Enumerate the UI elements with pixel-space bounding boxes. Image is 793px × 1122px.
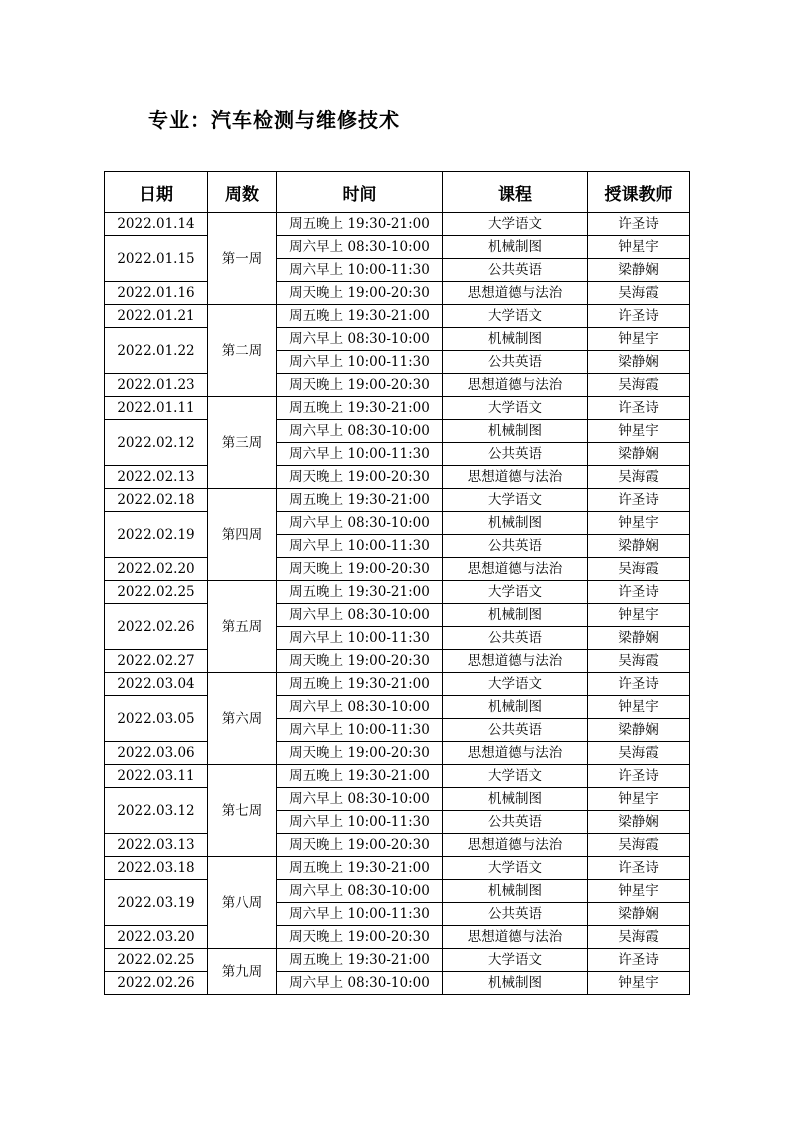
course-cell: 公共英语 <box>443 719 588 742</box>
time-cell: 周六早上 10:00-11:30 <box>277 351 443 374</box>
course-cell: 公共英语 <box>443 811 588 834</box>
week-cell: 第五周 <box>208 581 277 673</box>
week-cell: 第三周 <box>208 397 277 489</box>
course-cell: 思想道德与法治 <box>443 926 588 949</box>
teacher-cell: 梁静娴 <box>588 535 690 558</box>
time-cell: 周五晚上 19:30-21:00 <box>277 857 443 880</box>
course-cell: 大学语文 <box>443 673 588 696</box>
time-cell: 周六早上 10:00-11:30 <box>277 627 443 650</box>
teacher-cell: 许圣诗 <box>588 857 690 880</box>
teacher-cell: 钟星宇 <box>588 328 690 351</box>
course-cell: 大学语文 <box>443 213 588 236</box>
course-cell: 机械制图 <box>443 512 588 535</box>
course-cell: 大学语文 <box>443 397 588 420</box>
week-cell: 第九周 <box>208 949 277 995</box>
column-header-time: 时间 <box>277 172 443 213</box>
time-cell: 周六早上 08:30-10:00 <box>277 972 443 995</box>
teacher-cell: 梁静娴 <box>588 259 690 282</box>
schedule-table <box>104 171 690 995</box>
course-cell: 公共英语 <box>443 443 588 466</box>
week-cell: 第七周 <box>208 765 277 857</box>
course-cell: 大学语文 <box>443 305 588 328</box>
table-row <box>105 742 690 765</box>
date-cell: 2022.02.13 <box>105 466 208 489</box>
time-cell: 周六早上 08:30-10:00 <box>277 236 443 259</box>
table-row <box>105 328 690 351</box>
time-cell: 周六早上 08:30-10:00 <box>277 420 443 443</box>
time-cell: 周五晚上 19:30-21:00 <box>277 581 443 604</box>
teacher-cell: 许圣诗 <box>588 949 690 972</box>
time-cell: 周六早上 08:30-10:00 <box>277 696 443 719</box>
time-cell: 周六早上 10:00-11:30 <box>277 535 443 558</box>
column-header-course: 课程 <box>443 172 588 213</box>
time-cell: 周五晚上 19:30-21:00 <box>277 489 443 512</box>
teacher-cell: 钟星宇 <box>588 696 690 719</box>
teacher-cell: 吴海霞 <box>588 282 690 305</box>
table-row <box>105 305 690 328</box>
time-cell: 周六早上 08:30-10:00 <box>277 880 443 903</box>
teacher-cell: 钟星宇 <box>588 604 690 627</box>
table-row <box>105 282 690 305</box>
table-row <box>105 926 690 949</box>
column-header-teacher: 授课教师 <box>588 172 690 213</box>
course-cell: 机械制图 <box>443 328 588 351</box>
time-cell: 周天晚上 19:00-20:30 <box>277 834 443 857</box>
course-cell: 思想道德与法治 <box>443 558 588 581</box>
course-cell: 机械制图 <box>443 420 588 443</box>
week-cell: 第六周 <box>208 673 277 765</box>
date-cell: 2022.01.11 <box>105 397 208 420</box>
course-cell: 大学语文 <box>443 581 588 604</box>
date-cell: 2022.02.12 <box>105 420 208 466</box>
teacher-cell: 吴海霞 <box>588 834 690 857</box>
table-row <box>105 374 690 397</box>
table-row <box>105 949 690 972</box>
course-cell: 思想道德与法治 <box>443 466 588 489</box>
course-cell: 大学语文 <box>443 949 588 972</box>
table-row <box>105 512 690 535</box>
table-row <box>105 650 690 673</box>
date-cell: 2022.03.11 <box>105 765 208 788</box>
table-row <box>105 489 690 512</box>
time-cell: 周天晚上 19:00-20:30 <box>277 558 443 581</box>
table-row <box>105 236 690 259</box>
table-row <box>105 696 690 719</box>
course-cell: 大学语文 <box>443 489 588 512</box>
table-row <box>105 765 690 788</box>
week-cell: 第八周 <box>208 857 277 949</box>
time-cell: 周六早上 10:00-11:30 <box>277 259 443 282</box>
teacher-cell: 梁静娴 <box>588 627 690 650</box>
teacher-cell: 梁静娴 <box>588 719 690 742</box>
date-cell: 2022.03.06 <box>105 742 208 765</box>
table-row <box>105 558 690 581</box>
date-cell: 2022.02.25 <box>105 949 208 972</box>
time-cell: 周五晚上 19:30-21:00 <box>277 765 443 788</box>
teacher-cell: 吴海霞 <box>588 558 690 581</box>
date-cell: 2022.02.18 <box>105 489 208 512</box>
course-cell: 公共英语 <box>443 903 588 926</box>
time-cell: 周五晚上 19:30-21:00 <box>277 397 443 420</box>
course-cell: 思想道德与法治 <box>443 650 588 673</box>
date-cell: 2022.03.20 <box>105 926 208 949</box>
week-cell: 第二周 <box>208 305 277 397</box>
schedule-body <box>105 213 690 995</box>
teacher-cell: 许圣诗 <box>588 581 690 604</box>
course-cell: 机械制图 <box>443 696 588 719</box>
teacher-cell: 钟星宇 <box>588 880 690 903</box>
date-cell: 2022.03.12 <box>105 788 208 834</box>
date-cell: 2022.01.14 <box>105 213 208 236</box>
table-row <box>105 604 690 627</box>
date-cell: 2022.03.18 <box>105 857 208 880</box>
course-cell: 机械制图 <box>443 604 588 627</box>
table-row <box>105 788 690 811</box>
teacher-cell: 梁静娴 <box>588 351 690 374</box>
course-cell: 公共英语 <box>443 535 588 558</box>
date-cell: 2022.02.26 <box>105 972 208 995</box>
teacher-cell: 钟星宇 <box>588 512 690 535</box>
time-cell: 周六早上 10:00-11:30 <box>277 903 443 926</box>
teacher-cell: 许圣诗 <box>588 673 690 696</box>
teacher-cell: 吴海霞 <box>588 374 690 397</box>
time-cell: 周天晚上 19:00-20:30 <box>277 466 443 489</box>
course-cell: 大学语文 <box>443 857 588 880</box>
course-cell: 公共英语 <box>443 259 588 282</box>
date-cell: 2022.01.21 <box>105 305 208 328</box>
time-cell: 周六早上 08:30-10:00 <box>277 328 443 351</box>
teacher-cell: 许圣诗 <box>588 305 690 328</box>
time-cell: 周六早上 08:30-10:00 <box>277 604 443 627</box>
teacher-cell: 吴海霞 <box>588 742 690 765</box>
time-cell: 周六早上 08:30-10:00 <box>277 512 443 535</box>
date-cell: 2022.02.27 <box>105 650 208 673</box>
column-header-date: 日期 <box>105 172 208 213</box>
teacher-cell: 梁静娴 <box>588 811 690 834</box>
table-row <box>105 213 690 236</box>
date-cell: 2022.01.23 <box>105 374 208 397</box>
teacher-cell: 许圣诗 <box>588 397 690 420</box>
table-row <box>105 834 690 857</box>
teacher-cell: 钟星宇 <box>588 420 690 443</box>
time-cell: 周六早上 08:30-10:00 <box>277 788 443 811</box>
course-cell: 机械制图 <box>443 880 588 903</box>
time-cell: 周六早上 10:00-11:30 <box>277 719 443 742</box>
teacher-cell: 钟星宇 <box>588 972 690 995</box>
time-cell: 周五晚上 19:30-21:00 <box>277 673 443 696</box>
teacher-cell: 梁静娴 <box>588 443 690 466</box>
date-cell: 2022.03.13 <box>105 834 208 857</box>
table-row <box>105 420 690 443</box>
time-cell: 周五晚上 19:30-21:00 <box>277 213 443 236</box>
column-header-week: 周数 <box>208 172 277 213</box>
teacher-cell: 吴海霞 <box>588 926 690 949</box>
table-row <box>105 857 690 880</box>
date-cell: 2022.01.16 <box>105 282 208 305</box>
teacher-cell: 钟星宇 <box>588 788 690 811</box>
teacher-cell: 钟星宇 <box>588 236 690 259</box>
time-cell: 周天晚上 19:00-20:30 <box>277 926 443 949</box>
course-cell: 思想道德与法治 <box>443 282 588 305</box>
teacher-cell: 许圣诗 <box>588 765 690 788</box>
page-title: 专业：汽车检测与维修技术 <box>148 108 400 132</box>
date-cell: 2022.02.19 <box>105 512 208 558</box>
course-cell: 机械制图 <box>443 236 588 259</box>
date-cell: 2022.03.04 <box>105 673 208 696</box>
time-cell: 周天晚上 19:00-20:30 <box>277 282 443 305</box>
table-row <box>105 673 690 696</box>
time-cell: 周六早上 10:00-11:30 <box>277 443 443 466</box>
date-cell: 2022.01.22 <box>105 328 208 374</box>
teacher-cell: 梁静娴 <box>588 903 690 926</box>
teacher-cell: 吴海霞 <box>588 650 690 673</box>
date-cell: 2022.02.26 <box>105 604 208 650</box>
time-cell: 周天晚上 19:00-20:30 <box>277 374 443 397</box>
date-cell: 2022.02.20 <box>105 558 208 581</box>
time-cell: 周天晚上 19:00-20:30 <box>277 742 443 765</box>
week-cell: 第四周 <box>208 489 277 581</box>
week-cell: 第一周 <box>208 213 277 305</box>
table-row <box>105 972 690 995</box>
course-cell: 公共英语 <box>443 627 588 650</box>
teacher-cell: 许圣诗 <box>588 213 690 236</box>
table-row <box>105 397 690 420</box>
table-header-row <box>105 172 690 213</box>
time-cell: 周五晚上 19:30-21:00 <box>277 949 443 972</box>
date-cell: 2022.02.25 <box>105 581 208 604</box>
teacher-cell: 许圣诗 <box>588 489 690 512</box>
time-cell: 周天晚上 19:00-20:30 <box>277 650 443 673</box>
course-cell: 公共英语 <box>443 351 588 374</box>
course-cell: 思想道德与法治 <box>443 834 588 857</box>
course-cell: 思想道德与法治 <box>443 374 588 397</box>
course-cell: 大学语文 <box>443 765 588 788</box>
time-cell: 周五晚上 19:30-21:00 <box>277 305 443 328</box>
table-row <box>105 880 690 903</box>
date-cell: 2022.01.15 <box>105 236 208 282</box>
date-cell: 2022.03.19 <box>105 880 208 926</box>
course-cell: 机械制图 <box>443 972 588 995</box>
table-row <box>105 466 690 489</box>
table-row <box>105 581 690 604</box>
time-cell: 周六早上 10:00-11:30 <box>277 811 443 834</box>
date-cell: 2022.03.05 <box>105 696 208 742</box>
teacher-cell: 吴海霞 <box>588 466 690 489</box>
course-cell: 机械制图 <box>443 788 588 811</box>
course-cell: 思想道德与法治 <box>443 742 588 765</box>
